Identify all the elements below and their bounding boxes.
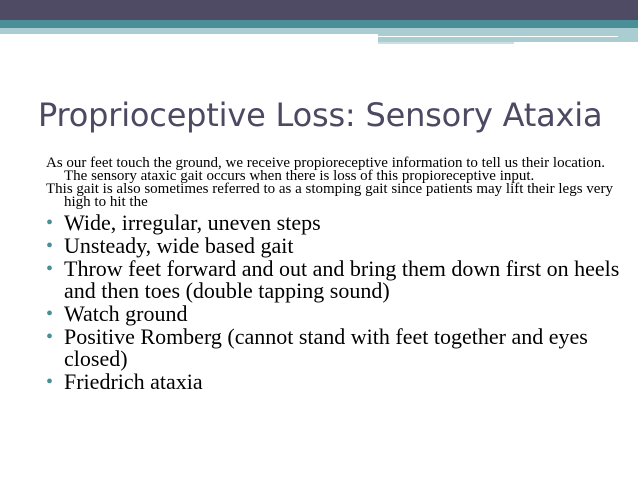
list-item-text: Unsteady, wide based gait [64, 233, 294, 258]
list-item [46, 303, 626, 325]
accent-stripe [0, 20, 638, 28]
bullet-icon: • [46, 326, 54, 348]
intro-paragraph: As our feet touch the ground, we receive propioreceptive information to tell us their location. The sensory ataxic gait occurs when there is loss of this propioreceptive input. [46, 155, 605, 184]
bullet-icon: • [46, 235, 54, 257]
accent-stripe-light [0, 28, 378, 34]
bullet-icon: • [46, 303, 54, 325]
gait-paragraph: This gait is also sometimes referred to as a stomping gait since patients may lift their legs very high to hit the [46, 181, 613, 210]
list-item-text: Wide, irregular, uneven steps [64, 210, 321, 235]
list-item-text: Friedrich ataxia [64, 369, 203, 394]
bullet-icon: • [46, 371, 54, 393]
list-item [46, 258, 626, 302]
accent-stripe-divider [378, 36, 618, 37]
list-item [46, 212, 626, 234]
list-item-text: Throw feet forward and out and bring them down first on heels and then toes (double tapping sound) [64, 256, 620, 303]
list-item [46, 326, 626, 370]
slide-body [46, 157, 626, 394]
bullet-icon: • [46, 258, 54, 280]
slide-title: Proprioceptive Loss: Sensory Ataxia [38, 96, 603, 134]
list-item-text: Positive Romberg (cannot stand with feet together and eyes closed) [64, 324, 588, 371]
bullet-icon: • [46, 212, 54, 234]
top-bar [0, 0, 638, 20]
list-item-text: Watch ground [64, 301, 188, 326]
list-item [46, 235, 626, 257]
accent-stripe-right [378, 28, 638, 42]
accent-stripe-thin [378, 42, 514, 44]
symptom-list [46, 212, 626, 393]
list-item [46, 371, 626, 393]
